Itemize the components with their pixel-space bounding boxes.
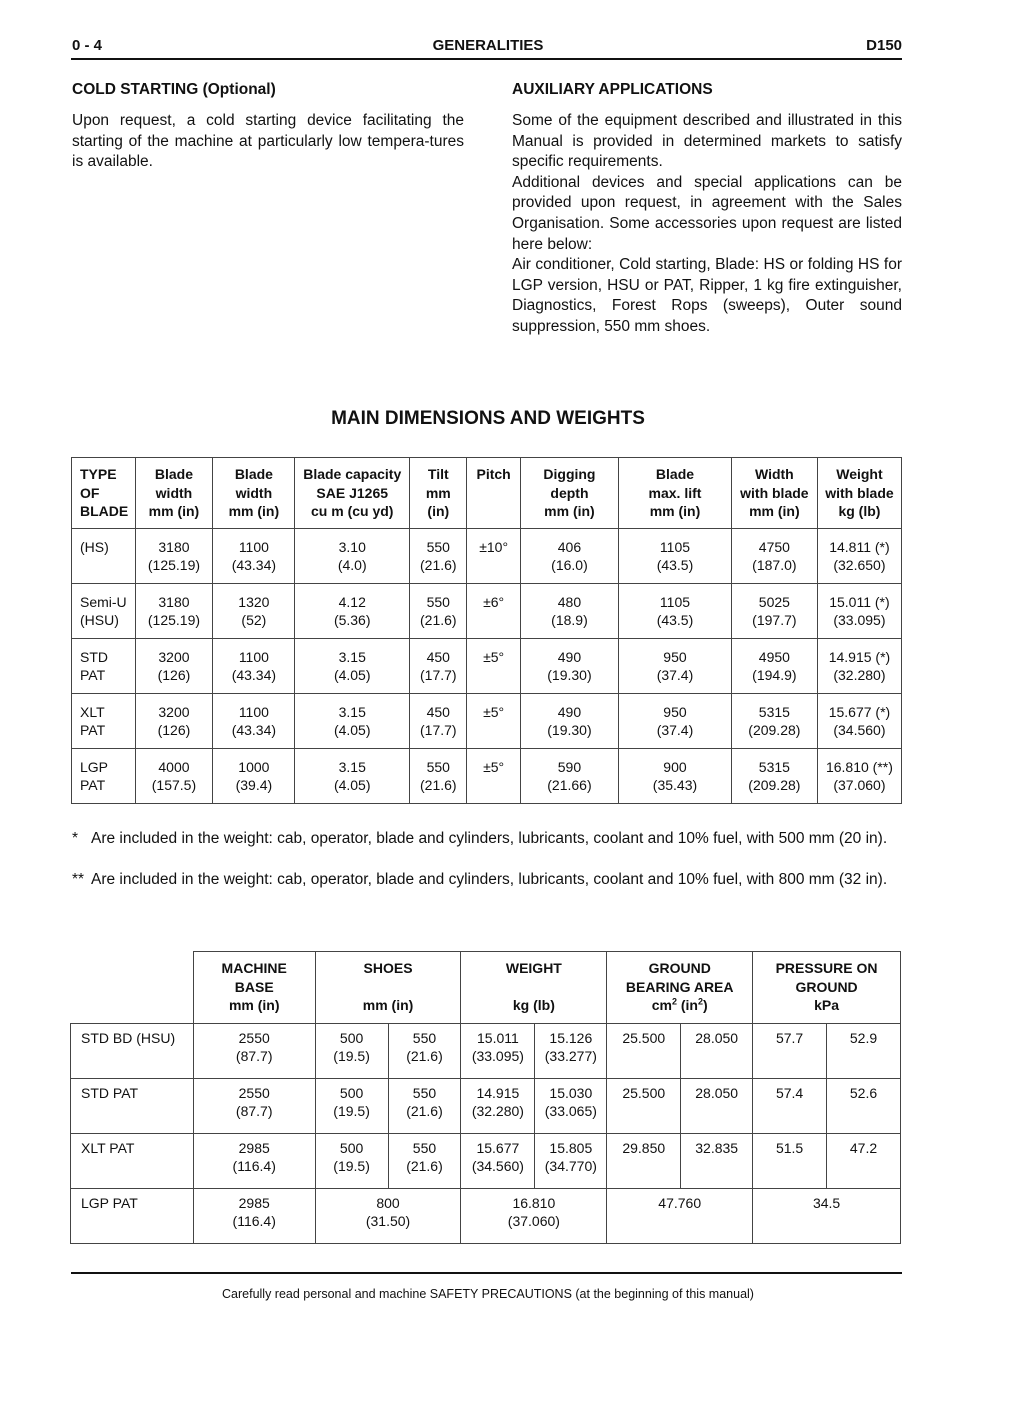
cell-capacity: 3.15 (4.05) xyxy=(295,638,410,693)
cell-type: STD PAT xyxy=(72,638,136,693)
table-row xyxy=(71,1188,901,1243)
auxiliary-paragraph: Additional devices and special applications can be provided upon request, in agreement with the Sales Organisation. Some accessories upon request are listed here below: xyxy=(512,173,902,253)
cell-label: XLT PAT xyxy=(71,1133,194,1188)
cell-tilt: 450 (17.7) xyxy=(410,693,467,748)
table-row xyxy=(71,1078,901,1133)
pressure-table-header xyxy=(71,952,901,1024)
header-weight: WEIGHT kg (lb) xyxy=(461,952,607,1024)
cell-pressure-550: 52.9 xyxy=(827,1023,901,1078)
cell-pitch: ±5° xyxy=(467,638,520,693)
table-row xyxy=(72,528,902,583)
cell-pressure: 34.5 xyxy=(753,1188,901,1243)
header-blade-max-lift: Blade max. lift mm (in) xyxy=(619,458,732,529)
note-800mm xyxy=(72,870,902,891)
header-weight-with-blade: Weight with blade kg (lb) xyxy=(817,458,901,529)
cell-area-550: 32.835 xyxy=(681,1133,753,1188)
note-mark: ** xyxy=(72,871,85,888)
cell-area-550: 28.050 xyxy=(681,1078,753,1133)
cell-area-500: 25.500 xyxy=(607,1078,681,1133)
cell-weight-550: 15.030 (33.065) xyxy=(535,1078,607,1133)
cell-pitch: ±5° xyxy=(467,693,520,748)
cell-pitch: ±10° xyxy=(467,528,520,583)
cell-label: STD BD (HSU) xyxy=(71,1023,194,1078)
cell-area-550: 28.050 xyxy=(681,1023,753,1078)
cell-shoe-500: 500 (19.5) xyxy=(315,1078,388,1133)
table-row xyxy=(71,1133,901,1188)
footer-text: Carefully read personal and machine SAFETY PRECAUTIONS (at the beginning of this manual) xyxy=(222,1287,754,1301)
cold-starting-paragraph: Upon request, a cold starting device facilitating the starting of the machine at particularly low tempera-tures is available. xyxy=(72,112,464,171)
table-row xyxy=(72,638,902,693)
cell-width-1: 3180 (125.19) xyxy=(135,528,213,583)
cell-width-2: 1100 (43.34) xyxy=(213,528,295,583)
cell-pitch: ±5° xyxy=(467,748,520,803)
cell-shoes: 800 (31.50) xyxy=(315,1188,461,1243)
cell-pressure-500: 57.7 xyxy=(753,1023,827,1078)
cold-starting-text xyxy=(72,111,464,173)
cell-width-2: 1100 (43.34) xyxy=(213,693,295,748)
cell-width-with-blade: 4950 (194.9) xyxy=(731,638,817,693)
cell-capacity: 3.15 (4.05) xyxy=(295,693,410,748)
cell-weight-with-blade: 14.811 (*) (32.650) xyxy=(817,528,901,583)
cell-shoe-500: 500 (19.5) xyxy=(315,1133,388,1188)
cell-width-with-blade: 5315 (209.28) xyxy=(731,693,817,748)
header-blade-width-1: Blade width mm (in) xyxy=(135,458,213,529)
table-row xyxy=(71,1023,901,1078)
cell-width-with-blade: 4750 (187.0) xyxy=(731,528,817,583)
cell-machine-base: 2550 (87.7) xyxy=(193,1078,315,1133)
header-type-of-blade: TYPE OF BLADE xyxy=(72,458,136,529)
cell-weight-500: 15.677 (34.560) xyxy=(461,1133,535,1188)
cell-width-with-blade: 5315 (209.28) xyxy=(731,748,817,803)
cell-width-1: 4000 (157.5) xyxy=(135,748,213,803)
cell-weight-with-blade: 15.677 (*) (34.560) xyxy=(817,693,901,748)
cell-max-lift: 950 (37.4) xyxy=(619,638,732,693)
note-mark: * xyxy=(72,830,79,847)
cold-starting-title: COLD STARTING (Optional) xyxy=(72,81,276,98)
cell-weight-550: 15.805 (34.770) xyxy=(535,1133,607,1188)
cell-pitch: ±6° xyxy=(467,583,520,638)
ground-pressure-table xyxy=(70,951,901,1244)
cell-tilt: 550 (21.6) xyxy=(410,583,467,638)
cell-weight-with-blade: 16.810 (**) (37.060) xyxy=(817,748,901,803)
auxiliary-title: AUXILIARY APPLICATIONS xyxy=(512,81,713,98)
cell-machine-base: 2985 (116.4) xyxy=(193,1133,315,1188)
auxiliary-text xyxy=(512,111,902,338)
cell-capacity: 3.15 (4.05) xyxy=(295,748,410,803)
note-500mm xyxy=(72,829,902,850)
header-blade-capacity: Blade capacity SAE J1265 cu m (cu yd) xyxy=(295,458,410,529)
cell-pressure-550: 47.2 xyxy=(827,1133,901,1188)
cell-max-lift: 1105 (43.5) xyxy=(619,583,732,638)
table-row xyxy=(72,693,902,748)
table-row xyxy=(72,748,902,803)
cell-width-with-blade: 5025 (197.7) xyxy=(731,583,817,638)
cell-digging-depth: 490 (19.30) xyxy=(520,693,618,748)
model-name: D150 xyxy=(866,37,902,54)
cell-shoe-500: 500 (19.5) xyxy=(315,1023,388,1078)
cell-weight-550: 15.126 (33.277) xyxy=(535,1023,607,1078)
header-pitch: Pitch xyxy=(467,458,520,529)
cell-max-lift: 1105 (43.5) xyxy=(619,528,732,583)
cell-width-1: 3200 (126) xyxy=(135,638,213,693)
header-width-with-blade: Width with blade mm (in) xyxy=(731,458,817,529)
cell-pressure-550: 52.6 xyxy=(827,1078,901,1133)
cell-digging-depth: 490 (19.30) xyxy=(520,638,618,693)
header-pressure-on-ground: PRESSURE ON GROUND kPa xyxy=(753,952,901,1024)
page-number: 0 - 4 xyxy=(72,37,103,54)
cell-digging-depth: 480 (18.9) xyxy=(520,583,618,638)
header-blade-width-2: Blade width mm (in) xyxy=(213,458,295,529)
cell-type: LGP PAT xyxy=(72,748,136,803)
cell-max-lift: 950 (37.4) xyxy=(619,693,732,748)
cell-weight-500: 14.915 (32.280) xyxy=(461,1078,535,1133)
cell-weight-with-blade: 14.915 (*) (32.280) xyxy=(817,638,901,693)
header-digging-depth: Digging depth mm (in) xyxy=(520,458,618,529)
note-text: Are included in the weight: cab, operator, blade and cylinders, lubricants, coolant and 10% fuel, with 500 mm (20 in). xyxy=(91,830,888,847)
cell-digging-depth: 406 (16.0) xyxy=(520,528,618,583)
cell-label: STD PAT xyxy=(71,1078,194,1133)
main-title: MAIN DIMENSIONS AND WEIGHTS xyxy=(331,408,645,429)
cell-width-1: 3180 (125.19) xyxy=(135,583,213,638)
cell-label: LGP PAT xyxy=(71,1188,194,1243)
cell-tilt: 550 (21.6) xyxy=(410,748,467,803)
cell-shoe-550: 550 (21.6) xyxy=(388,1133,461,1188)
blade-dimensions-table xyxy=(71,457,902,804)
cell-width-2: 1000 (39.4) xyxy=(213,748,295,803)
cell-area-500: 25.500 xyxy=(607,1023,681,1078)
header-tilt: Tilt mm (in) xyxy=(410,458,467,529)
header-shoes: SHOES mm (in) xyxy=(315,952,461,1024)
cell-pressure-500: 51.5 xyxy=(753,1133,827,1188)
cell-pressure-500: 57.4 xyxy=(753,1078,827,1133)
cell-area-500: 29.850 xyxy=(607,1133,681,1188)
cell-type: XLT PAT xyxy=(72,693,136,748)
header-blank xyxy=(71,952,194,1024)
cell-tilt: 450 (17.7) xyxy=(410,638,467,693)
cell-width-2: 1320 (52) xyxy=(213,583,295,638)
auxiliary-paragraph: Air conditioner, Cold starting, Blade: HS or folding HS for LGP version, HSU or PAT, Ripper, 1 kg fire extinguisher, Diagnostics, Forest Rops (sweeps), Outer sound suppression, 550 mm shoes. xyxy=(512,256,902,335)
cell-ground-area: 47.760 xyxy=(607,1188,753,1243)
cell-machine-base: 2550 (87.7) xyxy=(193,1023,315,1078)
cell-capacity: 4.12 (5.36) xyxy=(295,583,410,638)
cell-shoe-550: 550 (21.6) xyxy=(388,1023,461,1078)
cell-weight: 16.810 (37.060) xyxy=(461,1188,607,1243)
cell-weight-500: 15.011 (33.095) xyxy=(461,1023,535,1078)
cell-type: (HS) xyxy=(72,528,136,583)
footer-rule xyxy=(71,1272,902,1274)
cell-capacity: 3.10 (4.0) xyxy=(295,528,410,583)
cell-width-1: 3200 (126) xyxy=(135,693,213,748)
header-ground-bearing-area: GROUND BEARING AREA $cm^2$ $(in^2)$ xyxy=(607,952,753,1024)
cell-shoe-550: 550 (21.6) xyxy=(388,1078,461,1133)
cell-machine-base: 2985 (116.4) xyxy=(193,1188,315,1243)
cell-weight-with-blade: 15.011 (*) (33.095) xyxy=(817,583,901,638)
section-title: GENERALITIES xyxy=(432,37,544,54)
table-row xyxy=(72,583,902,638)
header-rule xyxy=(71,58,902,60)
cell-digging-depth: 590 (21.66) xyxy=(520,748,618,803)
auxiliary-paragraph: Some of the equipment described and illustrated in this Manual is provided in determined markets to satisfy specific requirements. xyxy=(512,112,902,171)
cell-tilt: 550 (21.6) xyxy=(410,528,467,583)
cell-max-lift: 900 (35.43) xyxy=(619,748,732,803)
note-text: Are included in the weight: cab, operator, blade and cylinders, lubricants, coolant and 10% fuel, with 800 mm (32 in). xyxy=(91,871,888,888)
blade-table-header xyxy=(72,458,902,529)
cell-type: Semi-U (HSU) xyxy=(72,583,136,638)
cell-width-2: 1100 (43.34) xyxy=(213,638,295,693)
header-machine-base: MACHINE BASE mm (in) xyxy=(193,952,315,1024)
